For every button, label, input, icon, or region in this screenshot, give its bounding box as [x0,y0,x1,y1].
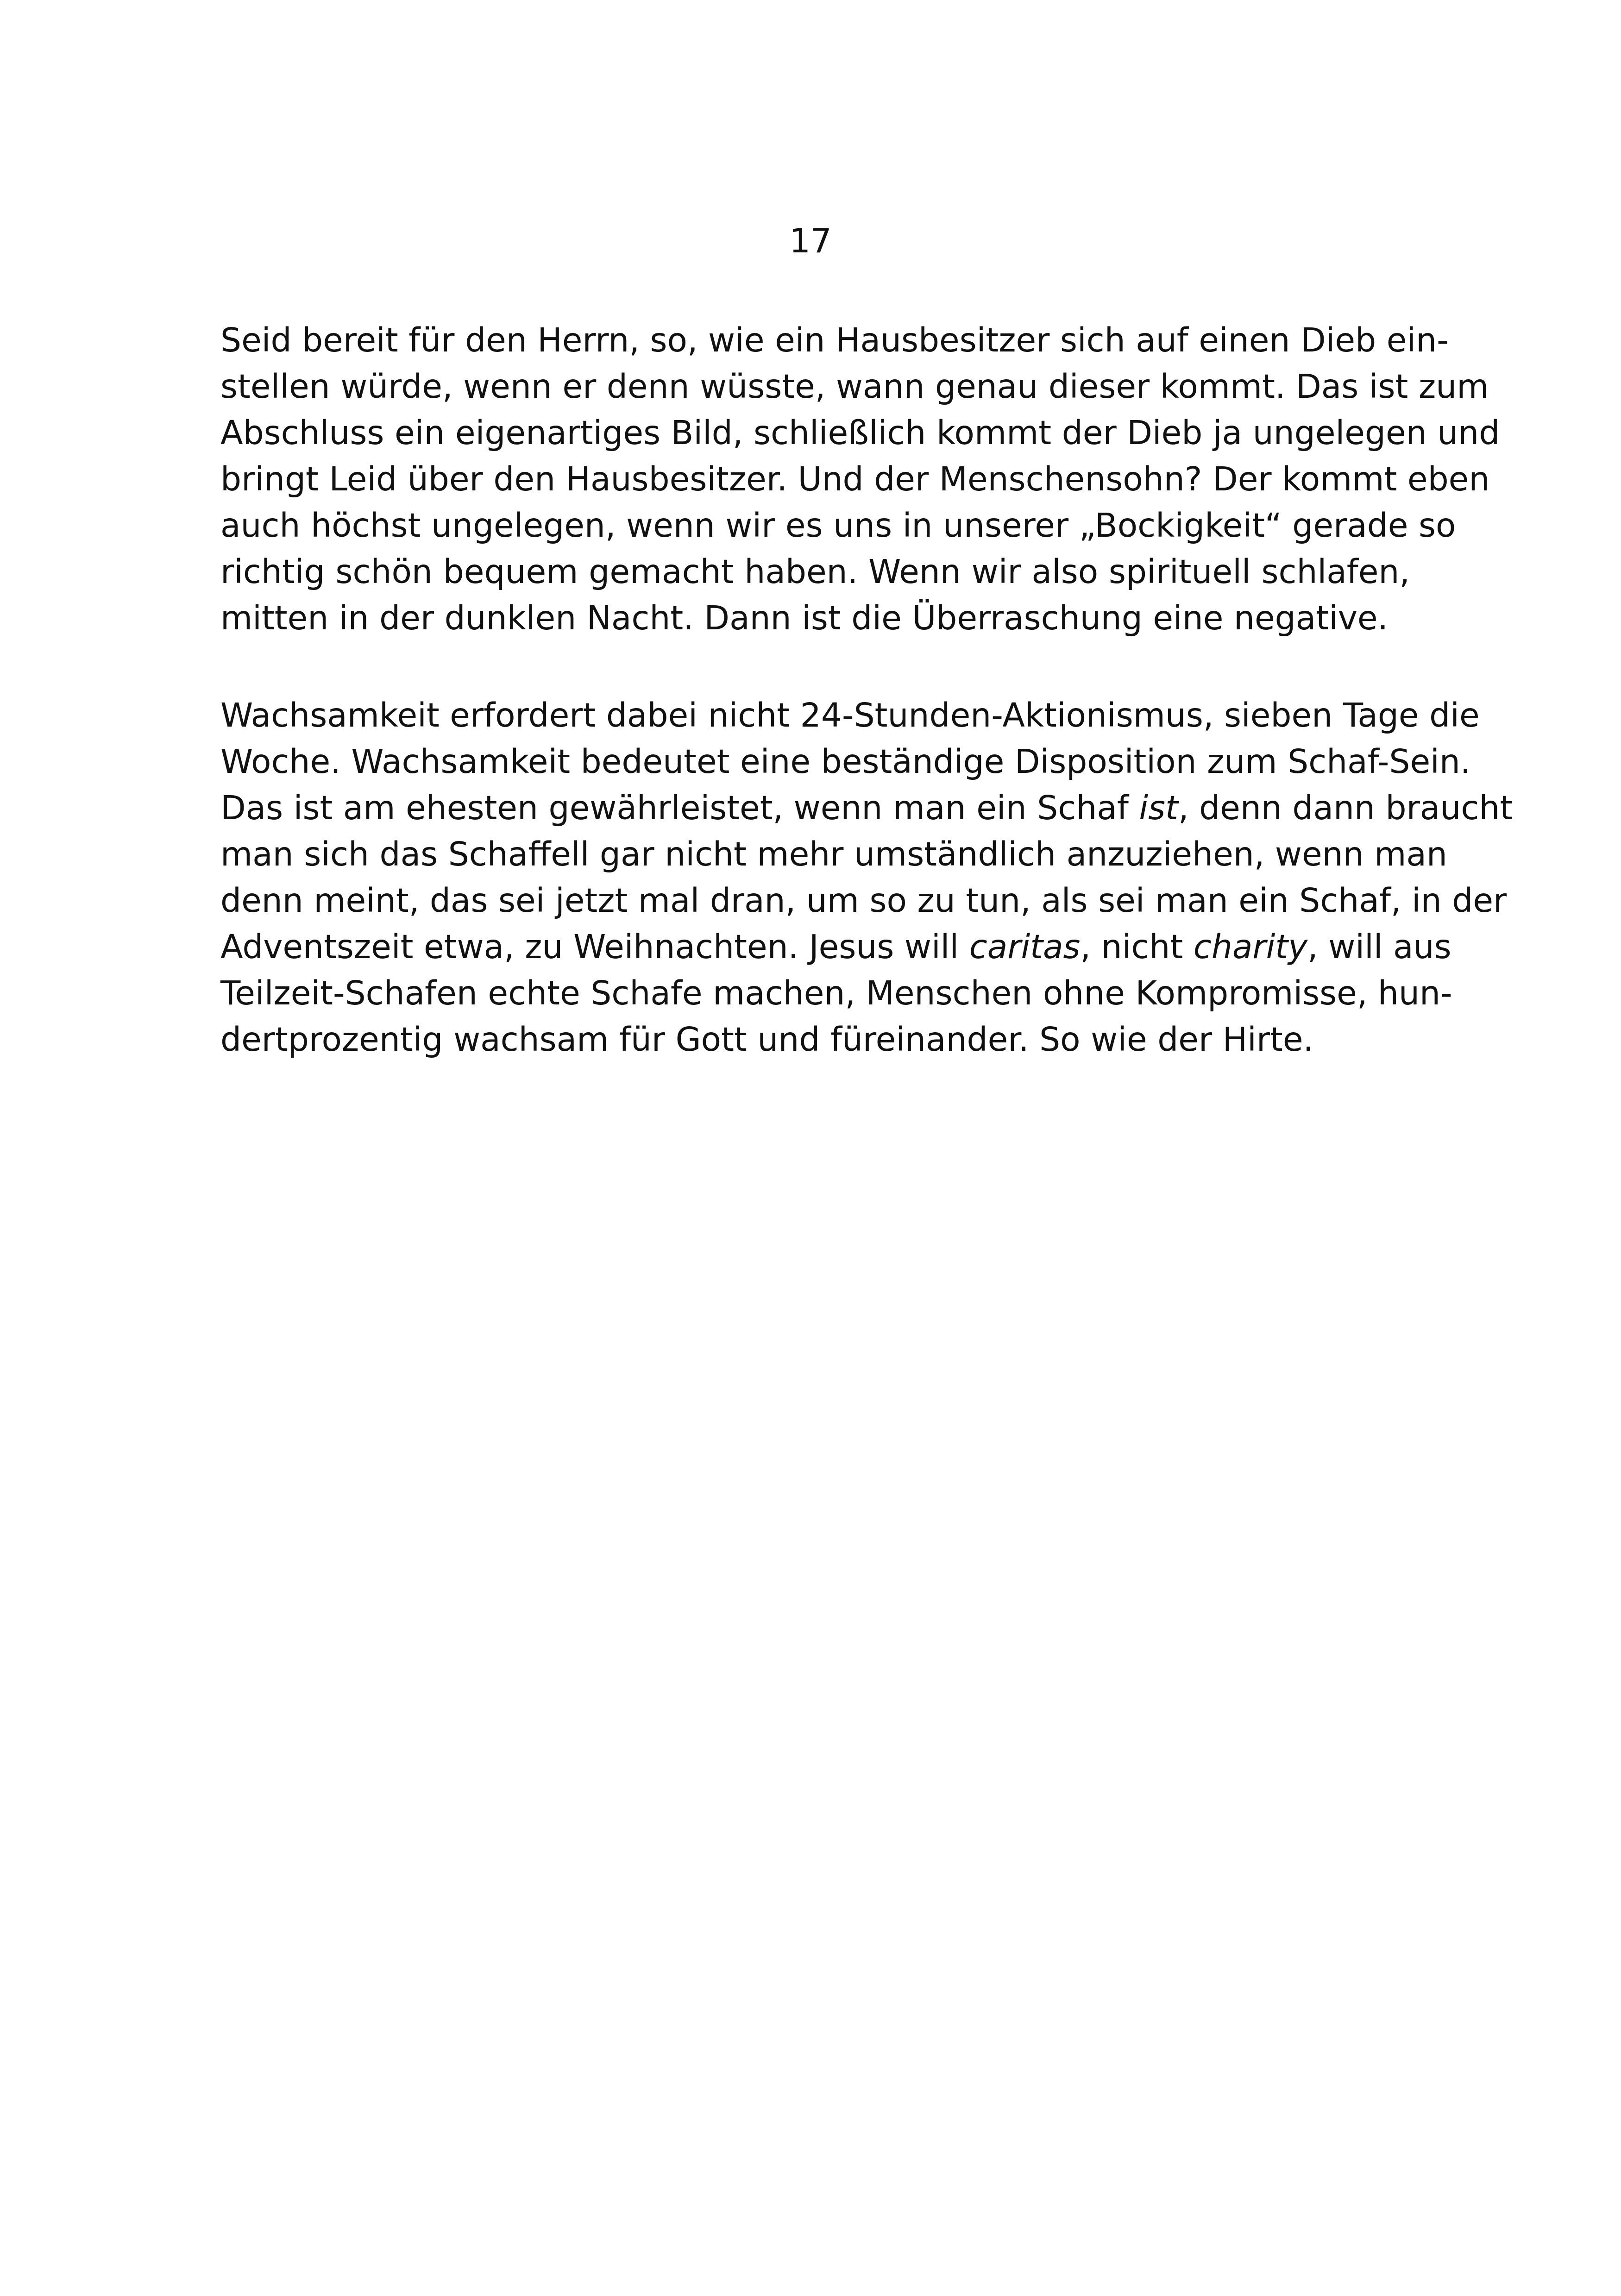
text-line: mitten in der dunklen Nacht. Dann ist die Überraschung eine negative. [220,599,1389,637]
emphasis-word: caritas [969,928,1081,966]
paragraph-2 [220,692,1513,1063]
text-line: Wachsamkeit erfordert dabei nicht 24-Stunden-Aktionismus, sieben Tage die [220,696,1480,734]
text-line-with-emphasis [220,924,1451,970]
body-text [220,317,1513,1063]
emphasis-word: ist [1139,789,1178,827]
text-line: man sich das Schaffell gar nicht mehr umständlich anzuziehen, wenn man [220,835,1447,873]
text-line-with-emphasis [220,785,1513,831]
text-line: Woche. Wachsamkeit bedeutet eine beständige Disposition zum Schaf-Sein. [220,742,1471,781]
paragraph-spacer [220,641,1410,692]
page-number: 17 [789,221,832,260]
text-line: stellen würde, wenn er denn wüsste, wann genau dieser kommt. Das ist zum [220,367,1489,406]
text-line: Teilzeit-Schafen echte Schafe machen, Menschen ohne Kompromisse, hun- [220,974,1452,1012]
text-line: dertprozentig wachsam für Gott und füreinander. So wie der Hirte. [220,1020,1314,1059]
paragraph-1 [220,317,1500,641]
text-line: bringt Leid über den Hausbesitzer. Und der Menschensohn? Der kommt eben [220,460,1490,498]
text-run: Adventszeit etwa, zu Weihnachten. Jesus will [220,928,969,966]
text-run: , denn dann braucht [1178,789,1513,827]
text-line: richtig schön bequem gemacht haben. Wenn wir also spirituell schlafen, [220,552,1410,591]
text-line: auch höchst ungelegen, wenn wir es uns in unserer „Bockigkeit“ gerade so [220,506,1456,545]
text-run: , nicht [1080,928,1194,966]
text-line: denn meint, das sei jetzt mal dran, um so zu tun, als sei man ein Schaf, in der [220,881,1507,920]
emphasis-word: charity [1193,928,1308,966]
text-line: Seid bereit für den Herrn, so, wie ein Hausbesitzer sich auf einen Dieb ein- [220,321,1449,359]
text-run: Das ist am ehesten gewährleistet, wenn man ein Schaf [220,789,1139,827]
text-run: , will aus [1307,928,1451,966]
text-line: Abschluss ein eigenartiges Bild, schließlich kommt der Dieb ja ungelegen und [220,414,1500,452]
